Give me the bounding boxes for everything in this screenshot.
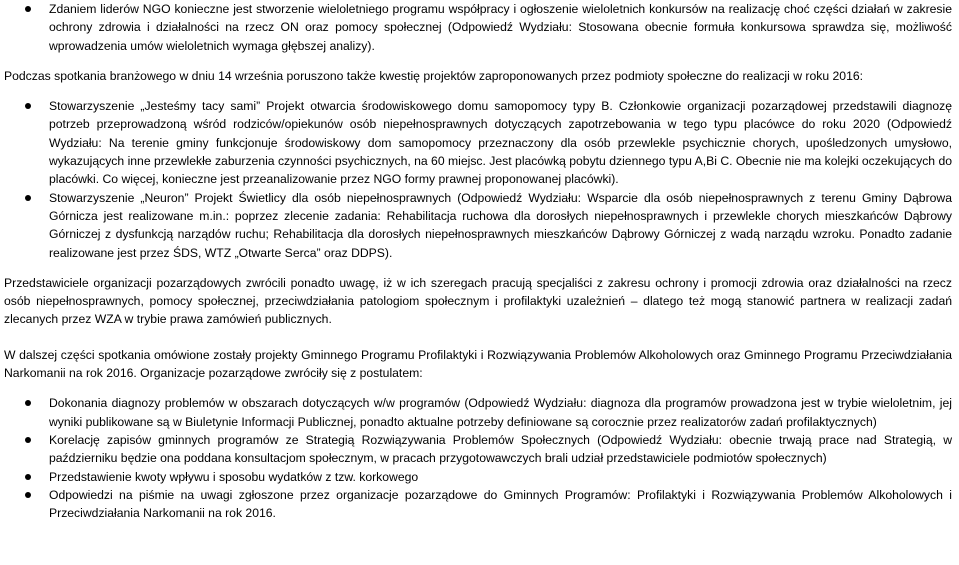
meeting-paragraph: Podczas spotkania branżowego w dniu 14 września poruszono także kwestię projektów zaproponowanych przez podmioty społeczne do realizacji w roku 2016: [4, 68, 864, 83]
list-item: Stowarzyszenie „Jesteśmy tacy sami” Projekt otwarcia środowiskowego domu samopomocy typy B. Członkowie organizacji pozarządowej przedstawili diagnozę potrzeb przeprowadzoną wśród rodziców/opiekunów osób niepełnosprawnych dotyczących zapotrzebowania w tego typu placówce do roku 2020 (Odpowiedź Wydziału: Na terenie gminy funkcjonuje środowiskowy dom samopomocy przeznaczony dla osób przewlekle psychicznie chorych, upośledzonych umysłowo, wykazujących inne przewlekłe zaburzenia czynności psychicznych, na 60 miejsc. Jest placówką pobytu dziennego typu A,Bi C. Obecnie nie ma kolejki oczekujących do placówki. Co więcej, konieczne jest przeanalizowanie przez NGO formy prawnej proponowanej placówki). [4, 97, 952, 188]
list-item: Przedstawienie kwoty wpływu i sposobu wydatków z tzw. korkowego [4, 468, 952, 486]
representatives-paragraph: Przedstawiciele organizacji pozarządowych zwrócili ponadto uwagę, iż w ich szeregach pracują specjaliści z zakresu ochrony i promocji zdrowia oraz działalności na rzecz osób niepełnosprawnych, pomocy społecznej, przeciwdziałania patologiom społecznym i profilaktyki uzależnień – dlatego też mogą stanowić partnera w realizacji zadań zlecanych przez WZA w trybie prawa zamówień publicznych. [4, 275, 952, 327]
project-bullet-list [4, 97, 952, 262]
postulate-bullet-list [4, 394, 952, 522]
list-item: Dokonania diagnozy problemów w obszarach dotyczących w/w programów (Odpowiedź Wydziału: diagnoza dla programów prowadzona jest w trybie wieloletnim, jej wyniki publikowane są w Biuletynie Informacji Publicznej, ponadto aktualne potrzeby definiowane są corocznie przez realizatorów zadań profilaktycznych) [4, 394, 952, 431]
programs-paragraph: W dalszej części spotkania omówione zostały projekty Gminnego Programu Profilaktyki i Rozwiązywania Problemów Alkoholowych oraz Gminnego Programu Przeciwdziałania Narkomanii na rok 2016. Organizacje pozarządowe zwróciły się z postulatem: [4, 347, 952, 381]
intro-bullet-list [4, 0, 952, 55]
list-item: Odpowiedzi na piśmie na uwagi zgłoszone przez organizacje pozarządowe do Gminnych Programów: Profilaktyki i Rozwiązywania Problemów Alkoholowych i Przeciwdziałania Narkomanii na rok 2016. [4, 486, 952, 523]
list-item: Zdaniem liderów NGO konieczne jest stworzenie wieloletniego programu współpracy i ogłoszenie wieloletnich konkursów na realizację choć części działań w zakresie ochrony zdrowia i działalności na rzecz ON oraz pomocy społecznej (Odpowiedź Wydziału: Stosowana obecnie formuła konkursowa sprawdza się, możliwość wprowadzenia umów wieloletnich wymaga głębszej analizy). [4, 0, 952, 55]
list-item: Korelację zapisów gminnych programów ze Strategią Rozwiązywania Problemów Społecznych (Odpowiedź Wydziału: obecnie trwają prace nad Strategią, w październiku będzie ona poddana konsultacjom społecznym, w pracach przygotowawczych brali udział przedstawiciele podmiotów społecznych) [4, 431, 952, 468]
list-item: Stowarzyszenie „Neuron” Projekt Świetlicy dla osób niepełnosprawnych (Odpowiedź Wydziału: Wsparcie dla osób niepełnosprawnych z terenu Gminy Dąbrowa Górnicza jest realizowane m.in.: poprzez zlecenie zadania: Rehabilitacja ruchowa dla dorosłych niepełnosprawnych i przewlekle chorych mieszkańców Dąbrowy Górniczej z dysfunkcją narządów ruchu; Rehabilitacja dla dorosłych niepełnosprawnych mieszkańców Dąbrowy Górniczej z wadą narządu wzroku. Ponadto zadanie realizowane jest przez ŚDS, WTZ „Otwarte Serca” oraz DDPS). [4, 189, 952, 262]
